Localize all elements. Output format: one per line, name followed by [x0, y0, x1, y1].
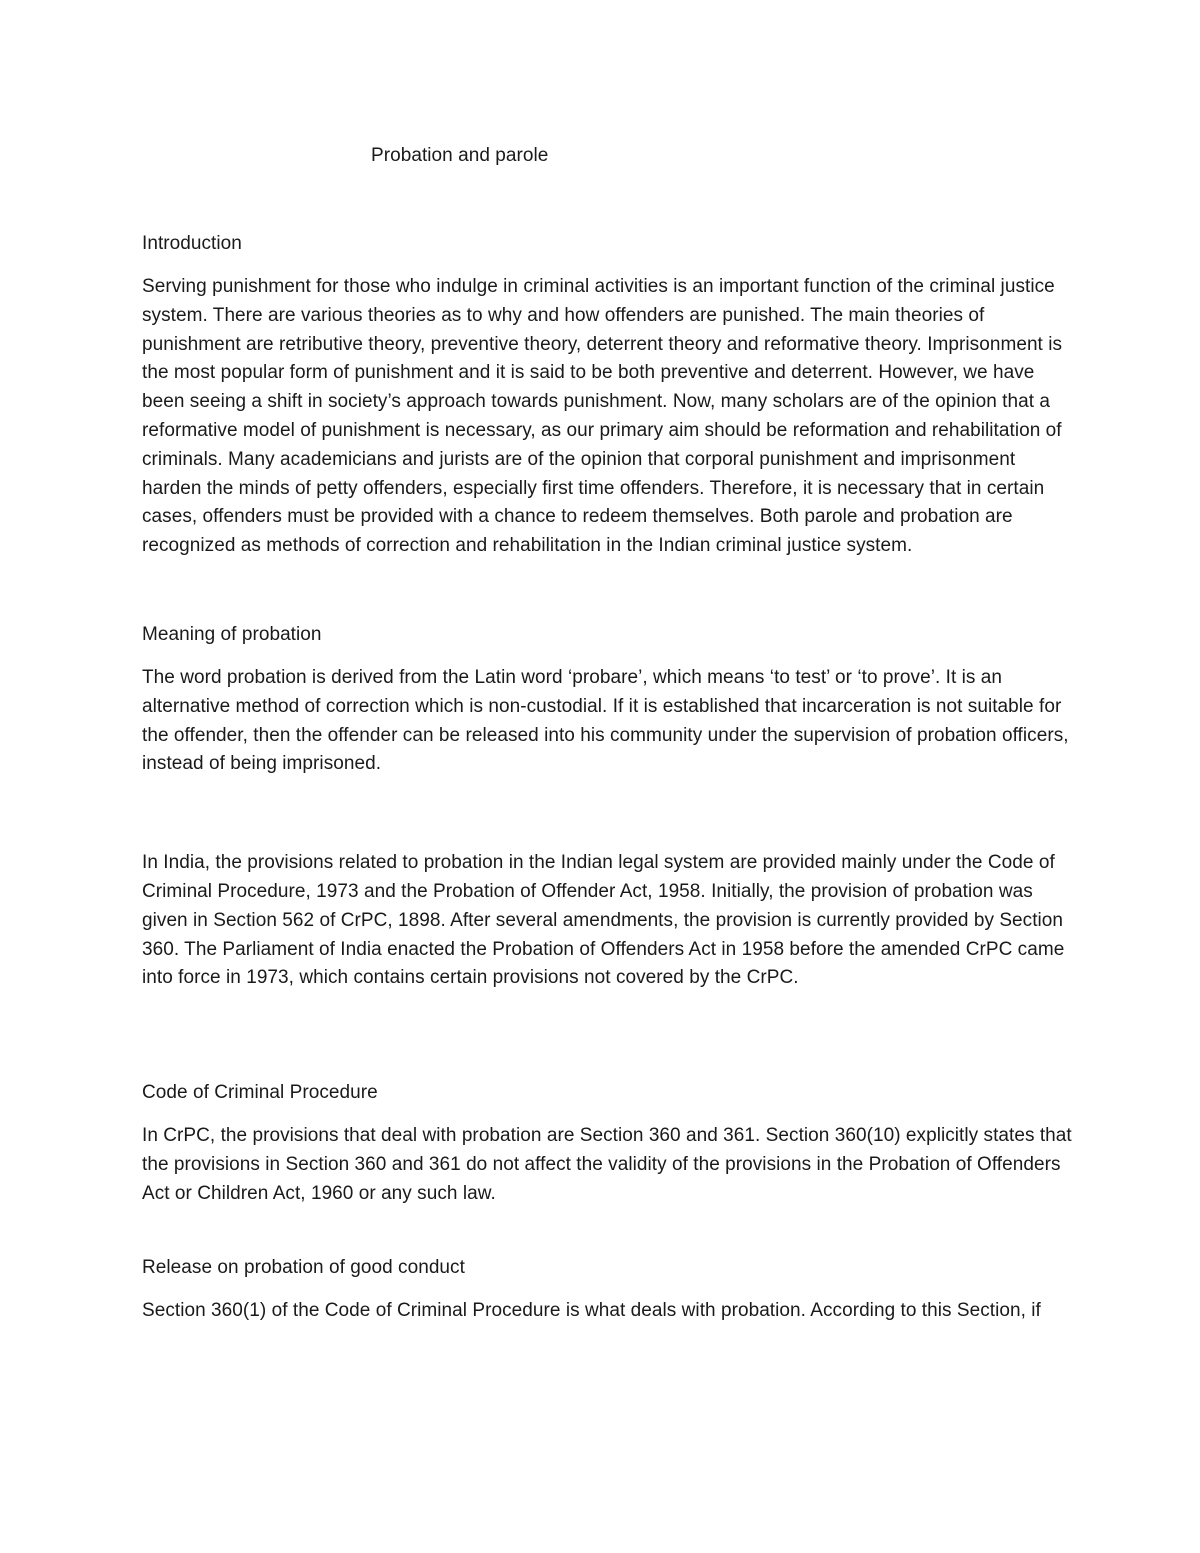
blank-line-spacer — [142, 575, 1072, 620]
blank-line-spacer — [142, 1007, 1072, 1078]
paragraph-probation-definition: The word probation is derived from the Latin word ‘probare’, which means ‘to test’ or ‘to prove’. It is an alternative method of correction which is non-custodial. If it is established that incarceration is not suitable for the offender, then the offender can be released into his community under the supervision of probation officers, instead of being imprisoned. — [142, 666, 1069, 775]
paragraph-section-360: Section 360(1) of the Code of Criminal Procedure is what deals with probation. According to this Section, if — [142, 1299, 1041, 1321]
blank-line-spacer — [142, 793, 1072, 849]
blank-line-spacer — [142, 1223, 1072, 1253]
paragraph-crpc: In CrPC, the provisions that deal with probation are Section 360 and 361. Section 360(10) explicitly states that the provisions in Section 360 and 361 do not affect the validity of the provisions in the Probation of Offenders Act or Children Act, 1960 or any such law. — [142, 1125, 1072, 1204]
section-heading-code-of-criminal-procedure: Code of Criminal Procedure — [142, 1082, 378, 1104]
document-title: Probation and parole — [371, 145, 549, 166]
section-heading-introduction: Introduction — [142, 233, 242, 254]
paragraph-introduction: Serving punishment for those who indulge in criminal activities is an important function of the criminal justice system. There are various theories as to why and how offenders are punished. The main theories of punishment are retributive theory, preventive theory, deterrent theory and reformative theory. Imprisonment is the most popular form of punishment and it is said to be both preventive and deterrent. However, we have been seeing a shift in society’s approach towards punishment. Now, many scholars are of the opinion that a reformative model of punishment is necessary, as our primary aim should be reformation and rehabilitation of criminals. Many academicians and jurists are of the opinion that corporal punishment and imprisonment harden the minds of petty offenders, especially first time offenders. Therefore, it is necessary that in certain cases, offenders must be provided with a chance to redeem themselves. Both parole and probation are recognized as methods of correction and rehabilitation in the Indian criminal justice system. — [142, 276, 1063, 557]
paragraph-probation-india: In India, the provisions related to probation in the Indian legal system are provided mainly under the Code of Criminal Procedure, 1973 and the Probation of Offender Act, 1958. Initially, the provision of probation was given in Section 562 of CrPC, 1898. After several amendments, the provision is currently provided by Section 360. The Parliament of India enacted the Probation of Offenders Act in 1958 before the amended CrPC came into force in 1973, which contains certain provisions not covered by the CrPC. — [142, 852, 1065, 989]
section-heading-meaning-of-probation: Meaning of probation — [142, 623, 322, 645]
document-body — [142, 140, 1072, 1339]
section-heading-release-on-probation: Release on probation of good conduct — [142, 1256, 465, 1278]
